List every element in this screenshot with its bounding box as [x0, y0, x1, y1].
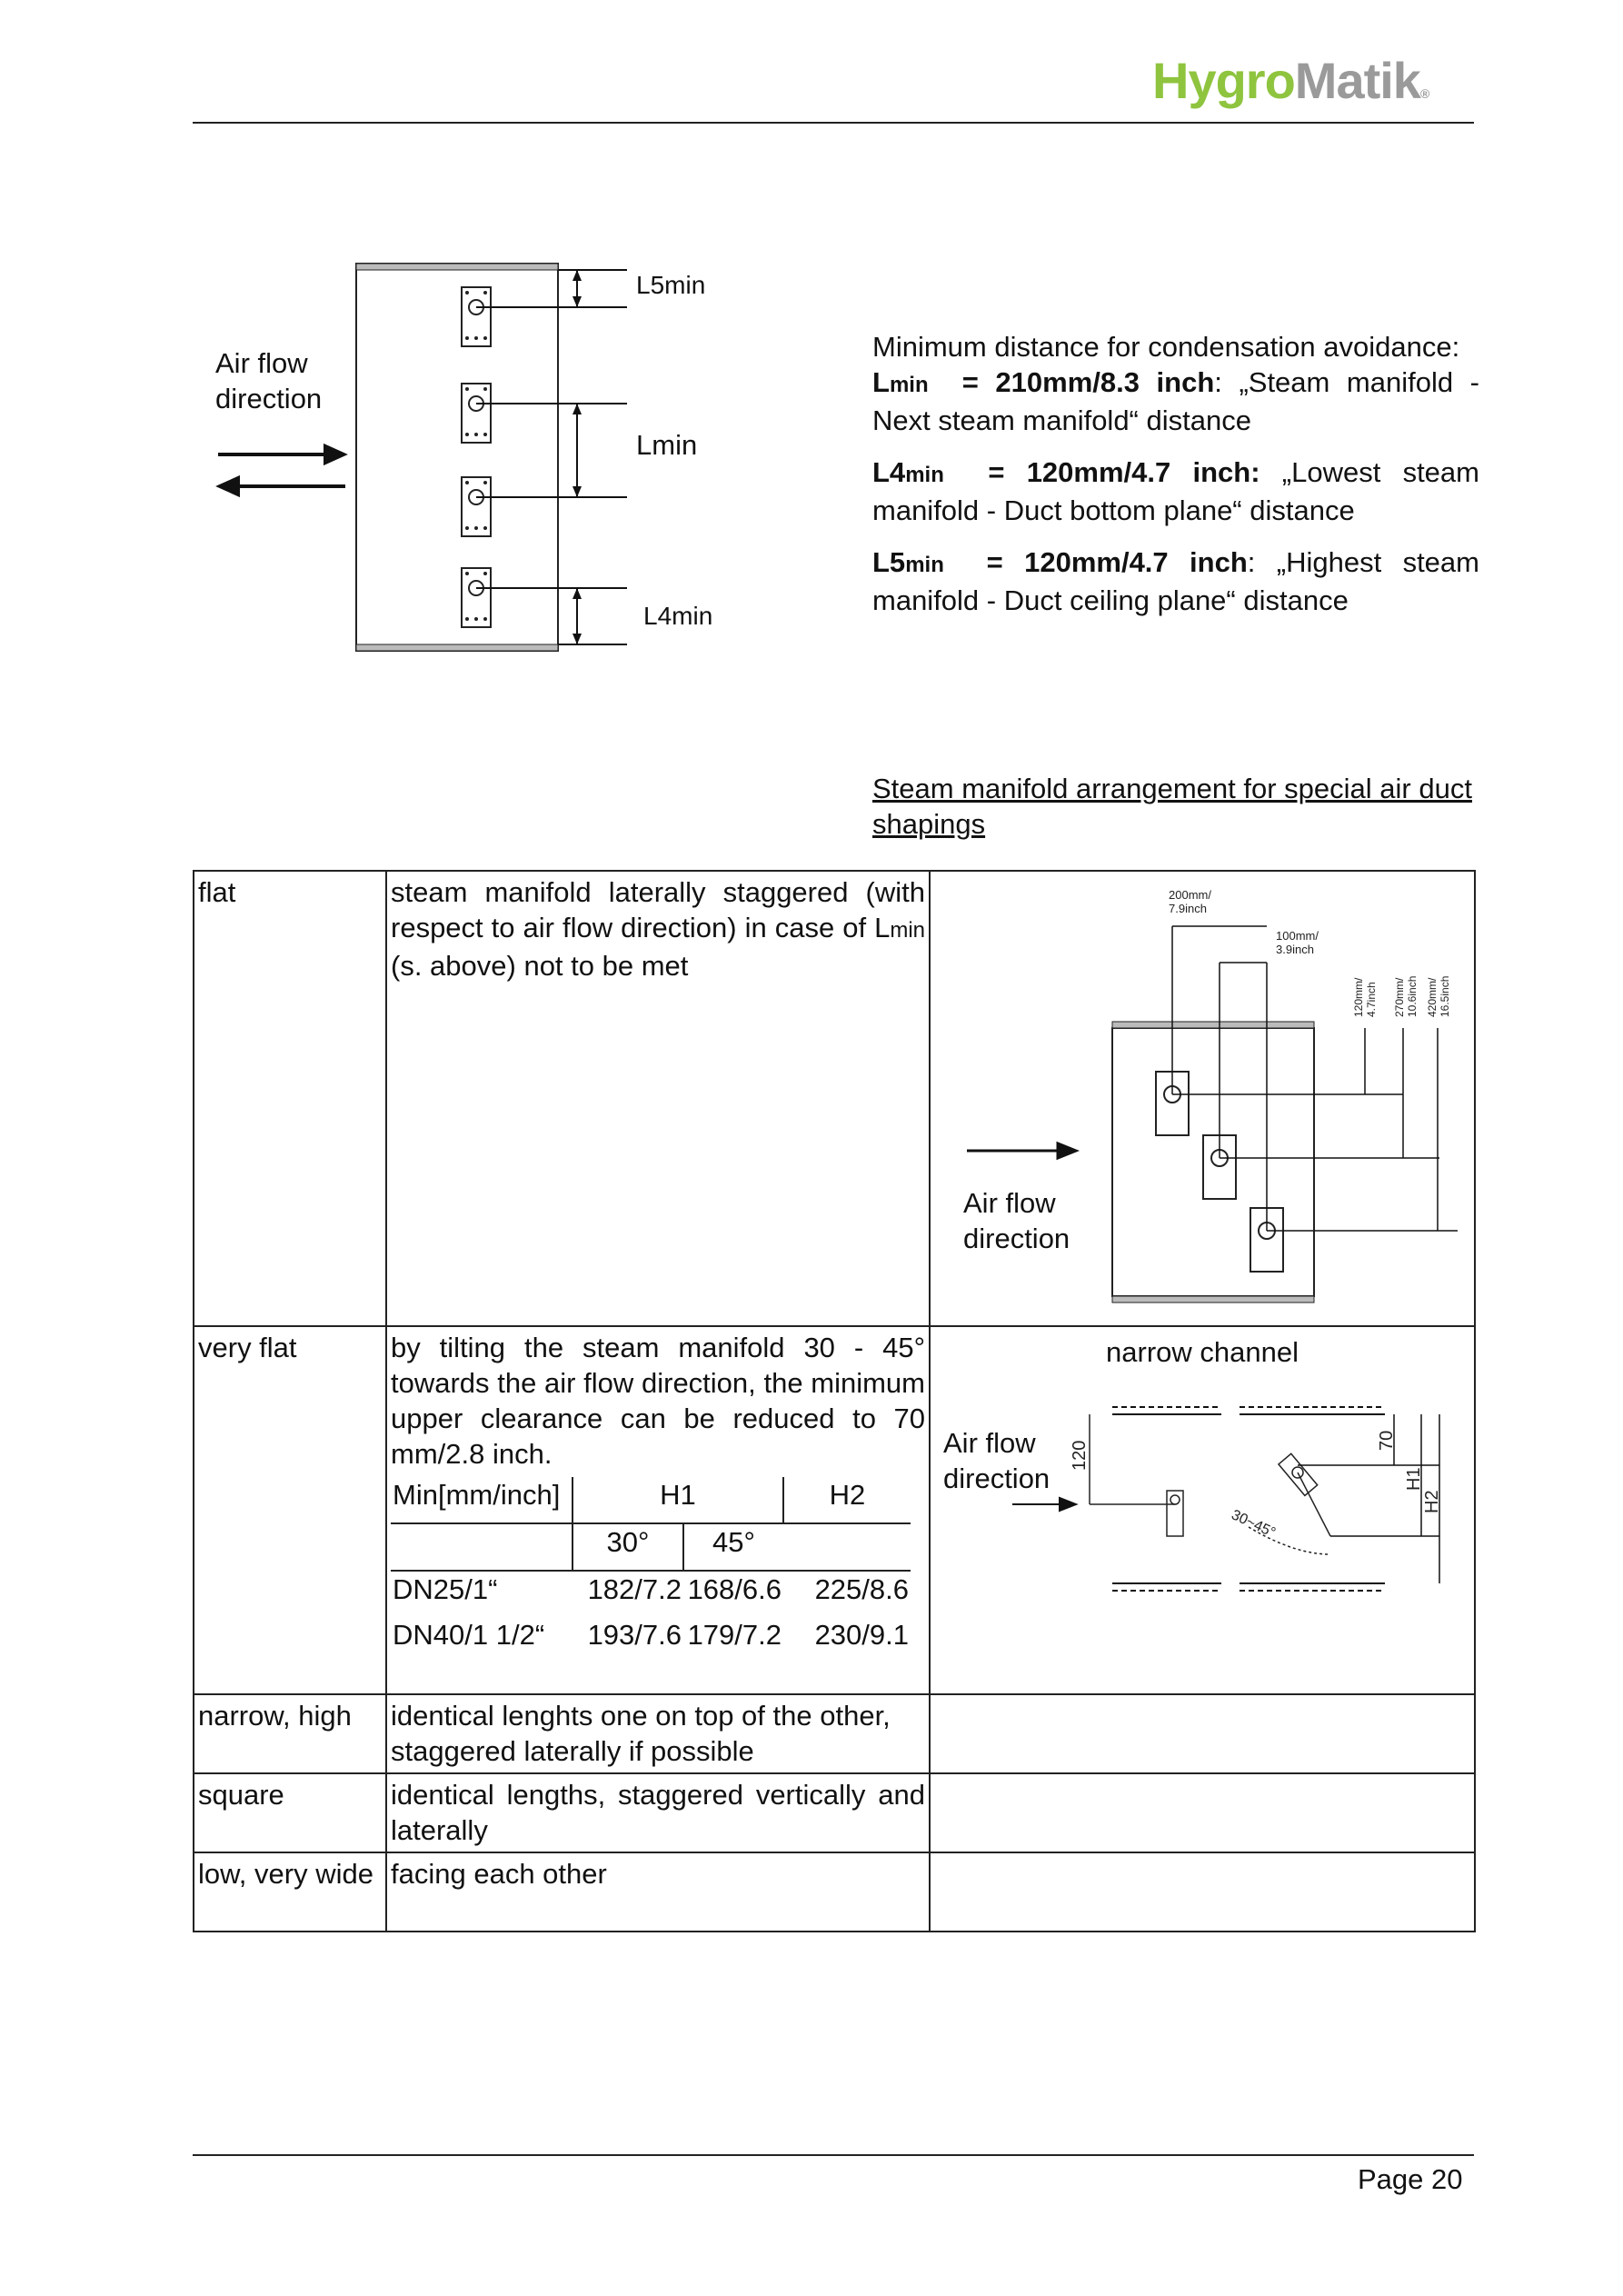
table-row-low-wide — [194, 1852, 1475, 1932]
label-l4min-text: L4min — [643, 602, 713, 630]
label-lmin-text: Lmin — [636, 429, 698, 461]
subtable-angle-45: 45° — [683, 1523, 783, 1571]
flat-airflow-line1: Air flow — [963, 1187, 1056, 1219]
very-flat-airflow-arrow — [1012, 1498, 1076, 1511]
arrangement-cell: facing each other — [386, 1852, 930, 1932]
lmin-value: = 210mm/8.3 inch — [961, 366, 1215, 398]
airflow-label-line2: direction — [215, 383, 323, 414]
l4min-symbol-letter: L4 — [872, 456, 906, 488]
l4min-symbol-sub: min — [905, 463, 944, 487]
vertical-manifold — [1090, 1414, 1183, 1536]
very-flat-figure-cell — [930, 1326, 1475, 1694]
l4min-text: „Lowest steam manifold - Duct bottom plane“ distance — [872, 456, 1479, 526]
tilted-manifold — [1249, 1453, 1330, 1554]
manifold-dots — [465, 291, 487, 621]
duct-floor-hatch — [1112, 1296, 1314, 1303]
l5min-symbol — [872, 546, 944, 578]
label-l4min — [643, 602, 712, 631]
label-lmin — [636, 429, 697, 462]
label-l5min-text: L5min — [636, 271, 706, 299]
very-flat-airflow-label — [943, 1425, 1050, 1496]
logo-registered-mark: ® — [1419, 86, 1429, 101]
dim-270-label: 270mm/ — [1393, 977, 1406, 1017]
airflow-label-line1: Air flow — [215, 347, 308, 379]
arrangement-cell: identical lenghts one on top of the other, staggered laterally if possible — [386, 1694, 930, 1773]
subtable-angle-row — [391, 1523, 911, 1571]
duct-outline — [356, 264, 558, 651]
dim-100-label-b: 3.9inch — [1276, 943, 1314, 956]
duct-ceiling-hatch — [356, 264, 558, 270]
dim-200-label: 200mm/ — [1169, 888, 1211, 902]
dim-70-label: 70 — [1377, 1430, 1397, 1451]
duct-shape-table — [193, 870, 1476, 1932]
subtable-header-row — [391, 1477, 911, 1523]
dim-420-label: 420mm/ — [1426, 977, 1439, 1017]
dim-120-label: 120mm/ — [1352, 977, 1365, 1017]
subtable-header-h2: H2 — [783, 1477, 911, 1523]
subtable-cell: 168/6.6 — [687, 1573, 782, 1605]
tilted-manifold-diagram — [931, 1327, 1474, 1685]
tilt-angle-label: 30~45° — [1229, 1507, 1279, 1542]
table-row-narrow-high — [194, 1694, 1475, 1773]
dim-120-label-b: 4.7inch — [1365, 982, 1378, 1017]
l4min-value: = 120mm/4.7 inch: — [988, 456, 1260, 488]
tilted-dimension-lines — [1298, 1414, 1439, 1583]
flat-airflow-arrow — [967, 1143, 1076, 1158]
shape-cell: very flat — [194, 1326, 386, 1694]
lmin-ref-symbol: L — [874, 912, 891, 943]
subtable-cell: DN40/1 1/2“ — [393, 1619, 545, 1651]
clearance-subtable — [391, 1477, 911, 1662]
dim-100-label: 100mm/ — [1276, 929, 1319, 943]
duct-floor-hatch — [356, 644, 558, 651]
table-row — [391, 1617, 911, 1662]
airflow-arrows — [218, 446, 345, 494]
duct-ceiling-hatch — [1112, 1022, 1314, 1028]
subtable-cell: 225/8.6 — [814, 1573, 909, 1605]
shape-cell: narrow, high — [194, 1694, 386, 1773]
dim-270-label-b: 10.6inch — [1406, 975, 1419, 1017]
flat-airflow-label — [963, 1185, 1070, 1256]
dim-200-label-b: 7.9inch — [1169, 902, 1207, 915]
channel-walls — [1112, 1407, 1385, 1591]
arrangement-cell — [386, 1326, 930, 1694]
l4min-definition — [872, 454, 1479, 528]
narrow-channel-title: narrow channel — [1106, 1336, 1299, 1368]
l4min-symbol — [872, 456, 944, 488]
arrangement-text-end: (s. above) not to be met — [391, 950, 689, 982]
dim-120-label: 120 — [1070, 1440, 1090, 1471]
shape-cell: low, very wide — [194, 1852, 386, 1932]
page-number: Page 20 — [1358, 2163, 1463, 2195]
dim-h2-label: H2 — [1422, 1490, 1442, 1513]
description-intro: Minimum distance for condensation avoidance: — [872, 331, 1460, 363]
header-rule — [193, 122, 1474, 124]
subtable-cell: 230/9.1 — [814, 1619, 909, 1651]
subtable-angle-30: 30° — [573, 1523, 683, 1571]
flat-figure-cell — [930, 871, 1475, 1326]
l5min-symbol-sub: min — [905, 553, 944, 577]
shape-cell: flat — [194, 871, 386, 1326]
dim-h1-label: H1 — [1404, 1467, 1424, 1491]
subtable-cell: DN25/1“ — [393, 1573, 498, 1605]
subtable-angle-empty-2 — [783, 1523, 911, 1571]
figure-cell-empty — [930, 1852, 1475, 1932]
hygromatik-logo — [1152, 51, 1429, 110]
subtable-header-min: Min[mm/inch] — [391, 1477, 573, 1523]
logo-text-hygro: Hygro — [1152, 52, 1295, 109]
very-flat-airflow-line1: Air flow — [943, 1427, 1036, 1459]
l5min-text: : „Highest steam manifold - Duct ceiling plane“ distance — [872, 546, 1479, 616]
lmin-symbol-letter: L — [872, 366, 890, 398]
table-row-flat — [194, 871, 1475, 1326]
figure-cell-empty — [930, 1773, 1475, 1852]
table-row-very-flat — [194, 1326, 1475, 1694]
condensation-distance-description — [872, 329, 1479, 634]
section-heading: Steam manifold arrangement for special air duct shapings — [872, 773, 1472, 840]
dimension-lines — [476, 270, 627, 644]
shape-cell: square — [194, 1773, 386, 1852]
arrangement-text: steam manifold laterally staggered (with respect to air flow direction) in case of — [391, 876, 925, 943]
very-flat-airflow-line2: direction — [943, 1462, 1050, 1494]
subtable-header-h1: H1 — [573, 1477, 783, 1523]
lmin-symbol — [872, 366, 929, 398]
subtable-angle-empty — [391, 1523, 573, 1571]
subtable-cell: 193/7.6 — [587, 1619, 682, 1651]
dim-420-label-b: 16.5inch — [1439, 975, 1451, 1017]
lmin-symbol-sub: min — [889, 373, 929, 397]
l5min-value: = 120mm/4.7 inch — [986, 546, 1248, 578]
table-row-square — [194, 1773, 1475, 1852]
l5min-symbol-letter: L5 — [872, 546, 906, 578]
arrangement-cell: identical lengths, staggered vertically and laterally — [386, 1773, 930, 1852]
lmin-definition — [872, 364, 1479, 438]
l5min-definition — [872, 544, 1479, 618]
figure-cell-empty — [930, 1694, 1475, 1773]
footer-rule — [193, 2154, 1474, 2156]
table-row — [391, 1571, 911, 1617]
arrangement-text: by tilting the steam manifold 30 - 45° towards the air flow direction, the minimum upper clearance can be reduced to 70 mm/2.8 inch. — [391, 1332, 925, 1470]
arrangement-cell — [386, 871, 930, 1326]
lmin-ref-sub: min — [890, 918, 925, 943]
subtable-cell: 179/7.2 — [687, 1619, 782, 1651]
subtable-cell: 182/7.2 — [587, 1573, 682, 1605]
lmin-text: : „Steam manifold - Next steam manifold“ distance — [872, 366, 1479, 436]
label-l5min — [636, 271, 705, 300]
flat-airflow-line2: direction — [963, 1223, 1070, 1254]
logo-text-matik: Matik — [1294, 52, 1420, 109]
